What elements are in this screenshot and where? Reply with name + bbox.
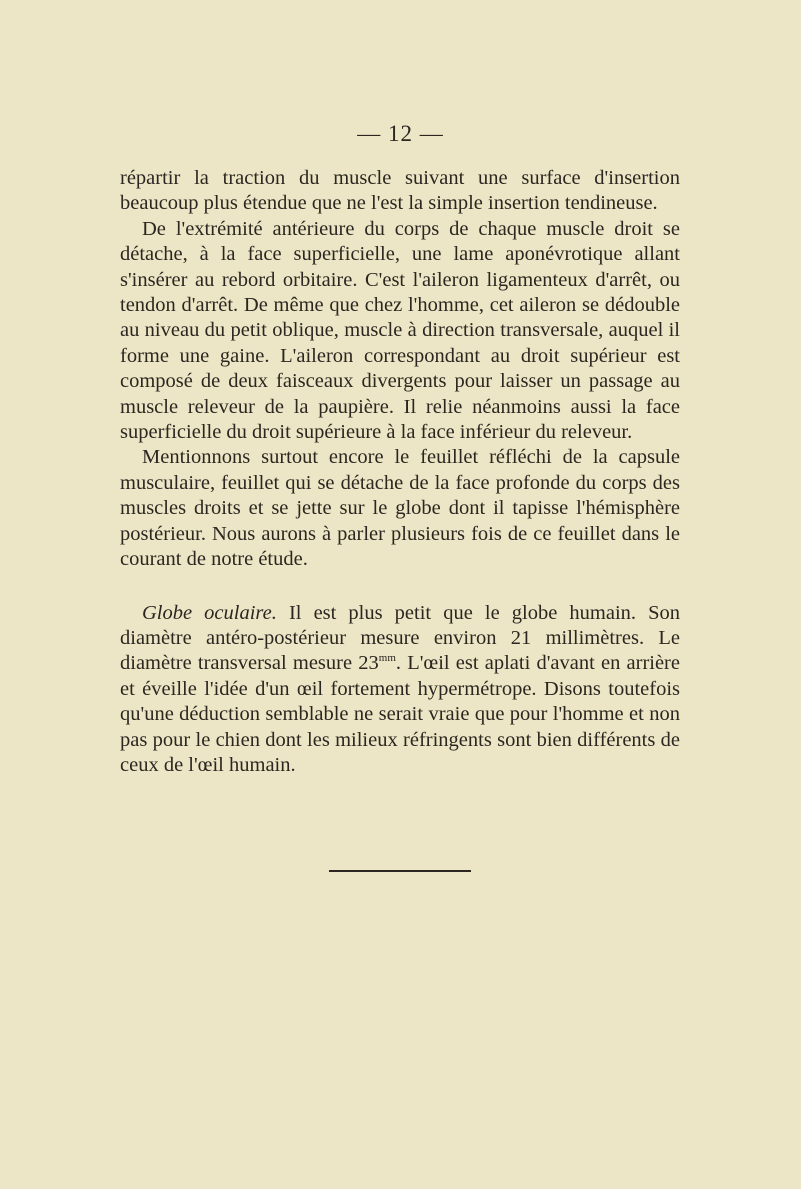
paragraph-4-text-a: Il est plus petit que le globe humain. Son diamètre antéro-postérieur mesure environ 21 millimètres. Le diamètre transversal mesure 23	[120, 601, 681, 675]
section-divider	[329, 870, 471, 872]
body-text	[120, 166, 680, 778]
paragraph-3: Mentionnons surtout encore le feuillet réfléchi de la capsule musculaire, feuillet qui se détache de la face profonde du corps des muscles droits et se jette sur le globe dont il tapisse l'hémisphère postérieur. Nous aurons à parler plusieurs fois de ce feuillet dans le courant de notre étude.	[120, 446, 680, 571]
paragraph-4	[120, 601, 680, 779]
unit-superscript: mm	[378, 652, 396, 665]
page-number: — 12 —	[357, 121, 444, 146]
section-heading: Globe oculaire.	[142, 601, 277, 624]
paragraph-2: De l'extrémité antérieure du corps de chaque muscle droit se détache, à la face superficielle, une lame aponévrotique allant s'insérer au rebord orbitaire. C'est l'aileron ligamenteux d'arrêt, ou tendon d'arrêt. De même que chez l'homme, cet aileron se dédouble au niveau du petit oblique, muscle à direction transversale, auquel il forme une gaine. L'aileron correspondant au droit supérieur est composé de deux faisceaux divergents pour laisser un passage au muscle releveur de la paupière. Il relie néanmoins aussi la face superficielle du droit supérieure à la face inférieur du releveur.	[120, 217, 680, 444]
paragraph-4-text-b: . L'œil est aplati d'avant en arrière et éveille l'idée d'un œil fortement hypermétrope. Disons toutefois qu'une déduction semblable ne serait vraie que pour l'homme et non pas pour le chien dont les milieux réfringents sont bien différents de ceux de l'œil humain.	[120, 652, 680, 776]
paragraph-1: répartir la traction du muscle suivant une surface d'insertion beaucoup plus étendue que ne l'est la simple insertion tendineuse.	[120, 167, 680, 215]
